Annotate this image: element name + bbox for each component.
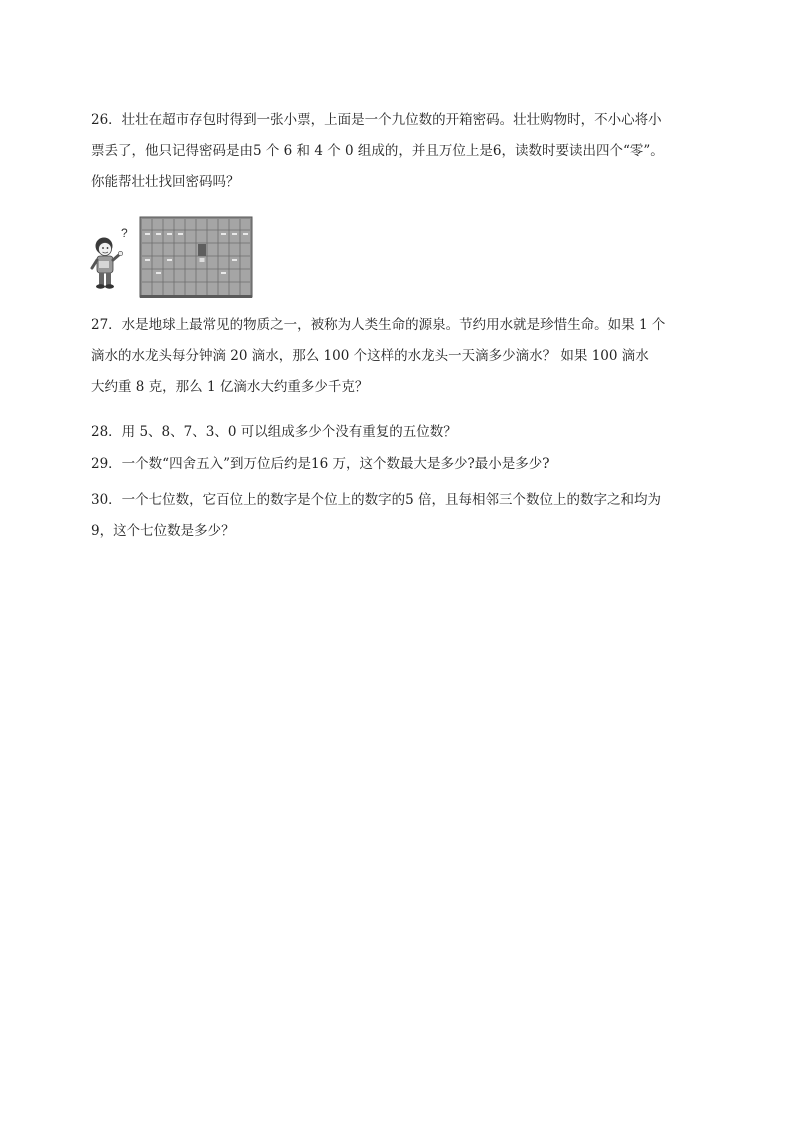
question-28-line-1: 28．用 5、8、7、3、0 可以组成多少个没有重复的五位数？ xyxy=(91,424,457,440)
question-27-line-1: 27．水是地球上最常见的物质之一，被称为人类生命的源泉。节约用水就是珍惜生命。如果 1 个 xyxy=(91,317,666,333)
question-26-line-2: 票丢了，他只记得密码是由5 个 6 和 4 个 0 组成的，并且万位上是6，读数时要读出四个“零”。 xyxy=(91,143,664,159)
question-29 xyxy=(91,449,711,480)
question-27-line-3: 大约重 8 克，那么 1 亿滴水大约重多少千克？ xyxy=(91,379,369,395)
question-28 xyxy=(91,417,711,448)
illustration-svg xyxy=(88,216,254,300)
question-26 xyxy=(91,105,711,198)
question-27 xyxy=(91,310,711,403)
lockers-icon xyxy=(140,217,252,298)
question-29-line-1: 29．一个数“四舍五入”到万位后约是16 万，这个数最大是多少?最小是多少? xyxy=(91,456,550,472)
question-26-line-3: 你能帮壮壮找回密码吗？ xyxy=(91,174,240,190)
question-30-line-2: 9，这个七位数是多少？ xyxy=(91,523,235,539)
boy-figure xyxy=(92,226,128,289)
question-26-line-1: 26．壮壮在超市存包时得到一张小票，上面是一个九位数的开箱密码。壮壮购物时，不小心将小 xyxy=(91,112,662,128)
question-27-line-2: 滴水的水龙头每分钟滴 20 滴水，那么 100 个这样的水龙头一天滴多少滴水？ 如果 100 滴水 xyxy=(91,348,649,364)
boy-and-lockers-illustration xyxy=(88,216,254,300)
question-mark: ? xyxy=(121,226,128,240)
question-30-line-1: 30．一个七位数，它百位上的数字是个位上的数字的5 倍，且每相邻三个数位上的数字之和均为 xyxy=(91,492,662,508)
question-30 xyxy=(91,485,711,547)
